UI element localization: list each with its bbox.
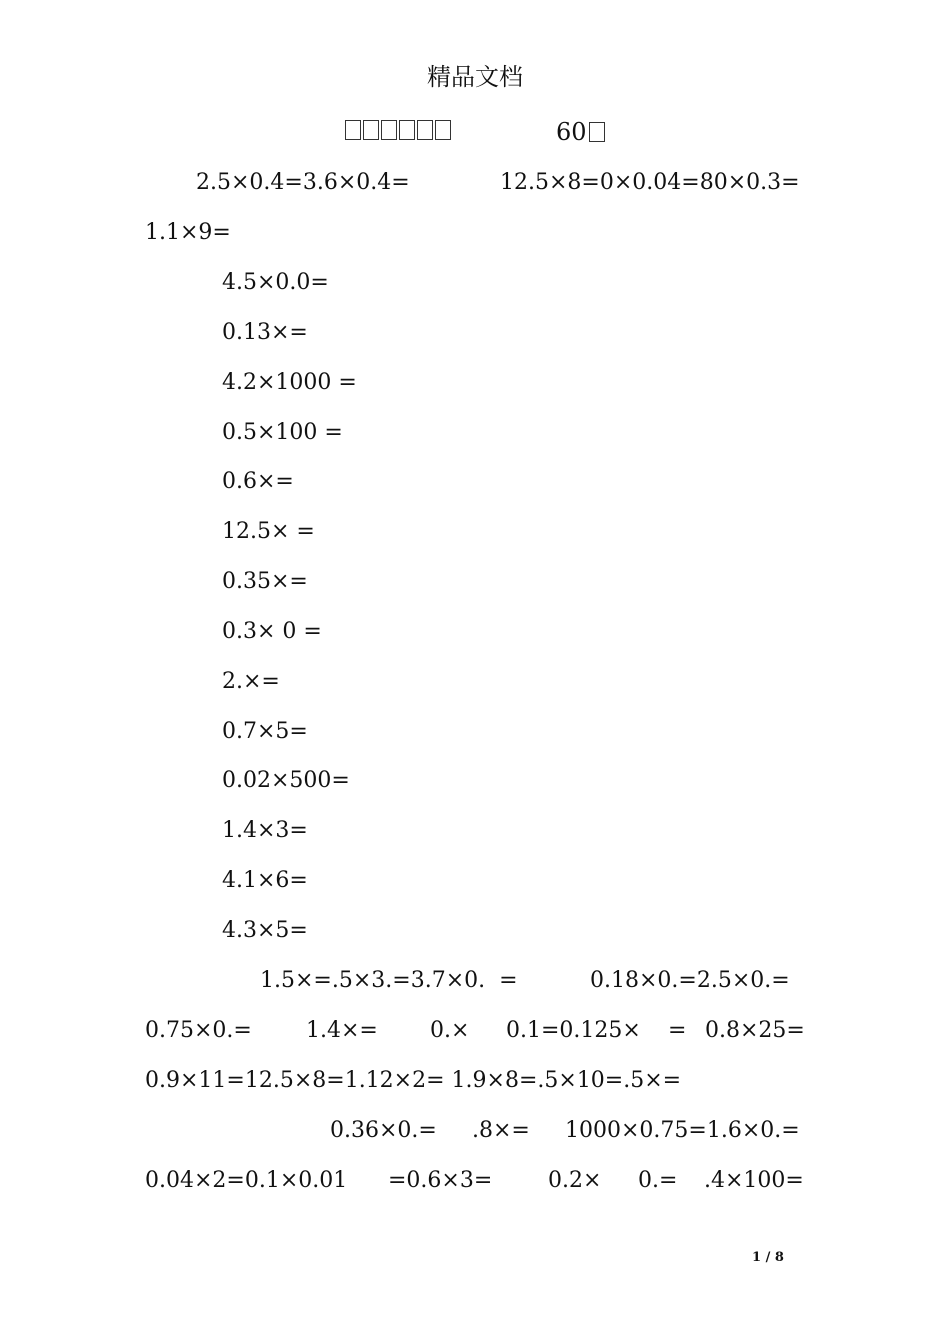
equation-line: .8×= xyxy=(472,1118,530,1143)
equation-line: 2.×= xyxy=(222,669,280,694)
equation-line: 0.35×= xyxy=(222,569,308,594)
equation-line: 0.7×5= xyxy=(222,719,308,744)
equation-line: 0.04×2=0.1×0.01 xyxy=(145,1168,348,1193)
equation-line: 1.4×3= xyxy=(222,818,308,843)
subtitle-number-text: 60 xyxy=(556,118,587,146)
equation-line: 0.13×= xyxy=(222,320,308,345)
equation-line: 0.5×100 = xyxy=(222,420,343,445)
equation-line: 12.5×8=0×0.04=80×0.3= xyxy=(500,170,800,195)
subtitle-number xyxy=(556,118,605,146)
equation-line: 4.5×0.0= xyxy=(222,270,329,295)
page-header-title: 精品文档 xyxy=(427,63,523,91)
equation-line: 1000×0.75=1.6×0.= xyxy=(565,1118,800,1143)
equation-line: 0.2× xyxy=(548,1168,602,1193)
equation-line: 0.18×0.=2.5×0.= xyxy=(590,968,790,993)
equation-line: 0.75×0.= xyxy=(145,1018,252,1043)
subtitle-placeholder-glyphs xyxy=(345,118,453,146)
equation-line: 0.6×= xyxy=(222,469,294,494)
equation-line: 2.5×0.4=3.6×0.4= xyxy=(196,170,410,195)
equation-line: 12.5× = xyxy=(222,519,315,544)
equation-line: 1.5×=.5×3.=3.7×0. = xyxy=(260,968,518,993)
equation-line: =0.6×3= xyxy=(388,1168,493,1193)
equation-line: 0.3× 0 = xyxy=(222,619,322,644)
page-number: 1 / 8 xyxy=(752,1250,784,1265)
equation-line: 4.3×5= xyxy=(222,918,308,943)
equation-line: 1.1×9= xyxy=(145,220,231,245)
equation-line: 0.9×11=12.5×8=1.12×2= 1.9×8=.5×10=.5×= xyxy=(145,1068,682,1093)
equation-line: 4.2×1000 = xyxy=(222,370,357,395)
equation-line: 0.8×25= xyxy=(705,1018,805,1043)
equation-line: 0.1=0.125× xyxy=(506,1018,641,1043)
equation-line: 0.02×500= xyxy=(222,768,350,793)
equation-line: 0.36×0.= xyxy=(330,1118,437,1143)
equation-line: 4.1×6= xyxy=(222,868,308,893)
equation-line: 0.× xyxy=(430,1018,470,1043)
equation-line: = xyxy=(668,1018,687,1043)
equation-line: 1.4×= xyxy=(306,1018,378,1043)
equation-line: 0.= xyxy=(638,1168,678,1193)
equation-line: .4×100= xyxy=(704,1168,804,1193)
